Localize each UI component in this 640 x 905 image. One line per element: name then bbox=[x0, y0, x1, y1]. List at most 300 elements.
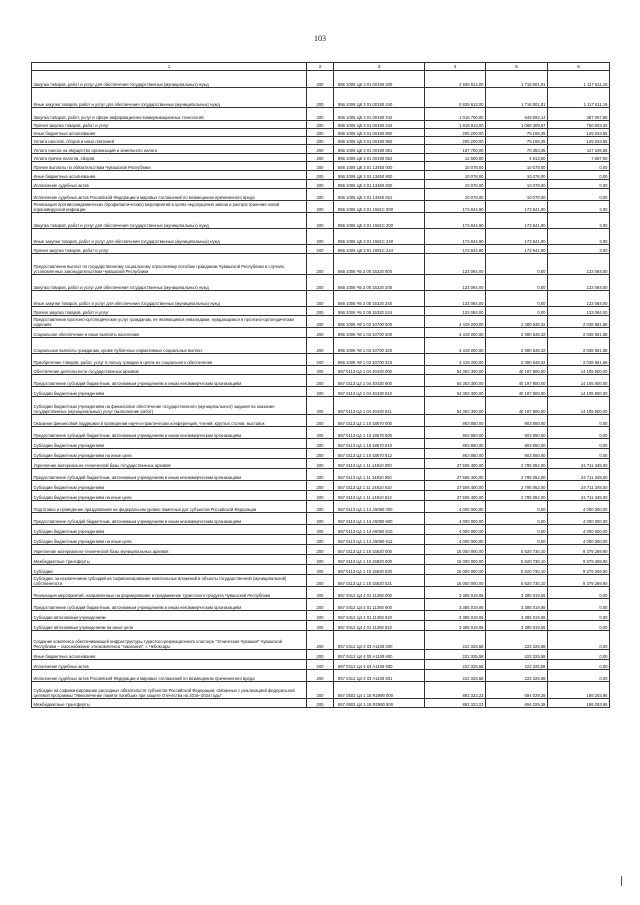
column-number: 4 bbox=[425, 63, 486, 71]
row-executed-amount: 903 850,00 bbox=[486, 439, 548, 449]
row-approved-amount: 4 000 000,00 bbox=[425, 525, 486, 535]
row-approved-amount: 222 325,58 bbox=[425, 631, 486, 650]
row-unexecuted-amount: 0,00 bbox=[548, 611, 610, 621]
row-approved-amount: 3 385 019,06 bbox=[425, 621, 486, 631]
row-executed-amount: 0,00 bbox=[486, 513, 548, 525]
row-line-code: 200 bbox=[307, 213, 334, 229]
row-name: Прочая закупка товаров, работ и услуг bbox=[32, 245, 307, 254]
row-approved-amount: 4 419 200,00 bbox=[425, 354, 486, 366]
row-line-code: 200 bbox=[307, 660, 334, 670]
table-row bbox=[32, 71, 610, 88]
row-executed-amount: 0,00 bbox=[486, 535, 548, 545]
table-row bbox=[32, 491, 610, 501]
row-approved-amount: 10 078,00 bbox=[425, 171, 486, 180]
row-line-code: 200 bbox=[307, 275, 334, 291]
row-line-code: 200 bbox=[307, 565, 334, 575]
row-budget-code: 857 0113 Ц4 1 11 14810 612 bbox=[334, 491, 425, 501]
row-name: Субсидии на софинансирование расходных обязательств субъектов Российской Федерации, связанных с реализацией федеральной целевой программы "Увековечение памяти погибших при защите Отечества на 2019–2024 годы" bbox=[32, 682, 307, 699]
row-executed-amount: 5 620 730,10 bbox=[486, 575, 548, 587]
row-line-code: 200 bbox=[307, 682, 334, 699]
row-line-code: 200 bbox=[307, 535, 334, 545]
row-unexecuted-amount: 3,00 bbox=[548, 229, 610, 245]
row-name: Субсидии бюджетным учреждениям на иные цели bbox=[32, 535, 307, 545]
page-number: 103 bbox=[314, 34, 326, 43]
row-executed-amount: 694 029,28 bbox=[486, 682, 548, 699]
row-line-code: 200 bbox=[307, 338, 334, 354]
row-approved-amount: 3 385 019,06 bbox=[425, 599, 486, 611]
row-line-code: 200 bbox=[307, 366, 334, 375]
row-budget-code: 857 0113 Ц4 1 10 18570 612 bbox=[334, 449, 425, 459]
row-approved-amount: 173 844,90 bbox=[425, 213, 486, 229]
column-number: 3 bbox=[334, 63, 425, 71]
row-name: Исполнение судебных актов Российской Федерации и мировых соглашений по возмещению причиненного вреда bbox=[32, 670, 307, 682]
row-line-code: 200 bbox=[307, 459, 334, 469]
row-budget-code: 857 0113 Ц4 1 14 А5090 000 bbox=[334, 501, 425, 513]
row-budget-code: 856 1006 Ц6 3 01 00190 852 bbox=[334, 154, 425, 162]
table-row bbox=[32, 154, 610, 162]
row-budget-code: 857 0113 Ц4 1 11 14810 600 bbox=[334, 469, 425, 481]
table-row bbox=[32, 375, 610, 387]
row-line-code: 200 bbox=[307, 415, 334, 427]
row-name: Прочие выплаты по обязательствам Чувашской Республики bbox=[32, 162, 307, 171]
table-row bbox=[32, 427, 610, 439]
row-budget-code: 856 1006 Ч8 1 03 10700 000 bbox=[334, 316, 425, 328]
table-row bbox=[32, 338, 610, 354]
row-approved-amount: 54 303 300,00 bbox=[425, 375, 486, 387]
row-unexecuted-amount: 1 117 611,19 bbox=[548, 71, 610, 88]
row-line-code: 200 bbox=[307, 291, 334, 307]
row-budget-code: 856 1006 Ц6 3 01 13450 000 bbox=[334, 162, 425, 171]
row-executed-amount: 70 353,35 bbox=[486, 145, 548, 154]
row-executed-amount: 75 166,35 bbox=[486, 137, 548, 145]
table-row bbox=[32, 307, 610, 316]
row-name: Межбюджетные трансферты bbox=[32, 555, 307, 565]
table-row bbox=[32, 439, 610, 449]
row-line-code: 200 bbox=[307, 108, 334, 121]
row-approved-amount: 173 844,90 bbox=[425, 201, 486, 213]
table-row bbox=[32, 555, 610, 565]
row-budget-code: 856 1006 Ц6 3 01 1591С 244 bbox=[334, 245, 425, 254]
row-unexecuted-amount: 0,00 bbox=[548, 599, 610, 611]
table-row bbox=[32, 180, 610, 189]
row-line-code: 200 bbox=[307, 307, 334, 316]
row-executed-amount: 903 850,00 bbox=[486, 415, 548, 427]
row-line-code: 200 bbox=[307, 328, 334, 338]
row-budget-code: 856 1006 Ц6 3 01 00190 850 bbox=[334, 137, 425, 145]
row-executed-amount: 0,00 bbox=[486, 275, 548, 291]
row-unexecuted-amount: 0,00 bbox=[548, 162, 610, 171]
row-unexecuted-amount: 24 711 348,00 bbox=[548, 481, 610, 491]
row-executed-amount: 5 620 730,10 bbox=[486, 545, 548, 555]
row-executed-amount: 5 620 730,10 bbox=[486, 555, 548, 565]
row-approved-amount: 2 835 613,00 bbox=[425, 71, 486, 88]
row-budget-code: 857 0412 Ц4 4 01 11360 600 bbox=[334, 599, 425, 611]
table-row bbox=[32, 525, 610, 535]
table-row bbox=[32, 137, 610, 145]
row-line-code: 200 bbox=[307, 555, 334, 565]
table-row bbox=[32, 481, 610, 491]
row-budget-code: 856 1006 Ч5 2 05 15320 000 bbox=[334, 254, 425, 275]
row-approved-amount: 27 506 400,00 bbox=[425, 491, 486, 501]
row-budget-code: 857 0113 Ц4 1 11 14810 000 bbox=[334, 459, 425, 469]
row-approved-amount: 133 084,00 bbox=[425, 307, 486, 316]
row-executed-amount: 40 197 800,00 bbox=[486, 375, 548, 387]
row-line-code: 200 bbox=[307, 121, 334, 129]
table-row bbox=[32, 501, 610, 513]
row-line-code: 200 bbox=[307, 201, 334, 213]
row-executed-amount: 173 841,90 bbox=[486, 213, 548, 229]
row-executed-amount: 10 078,00 bbox=[486, 189, 548, 201]
row-name: Социальное обеспечение и иные выплаты населению bbox=[32, 328, 307, 338]
row-approved-amount: 4 419 200,00 bbox=[425, 328, 486, 338]
row-line-code: 200 bbox=[307, 145, 334, 154]
row-budget-code: 856 1006 Ч5 2 05 15320 240 bbox=[334, 291, 425, 307]
row-unexecuted-amount: 14 105 500,00 bbox=[548, 375, 610, 387]
row-name: Субсидии автономным учреждениям bbox=[32, 611, 307, 621]
row-name: Предоставление субсидий бюджетным, автономным учреждениям и иным некоммерческим организациям bbox=[32, 375, 307, 387]
row-line-code: 200 bbox=[307, 427, 334, 439]
row-line-code: 200 bbox=[307, 670, 334, 682]
row-executed-amount: 2 380 548,32 bbox=[486, 316, 548, 328]
row-approved-amount: 10 078,00 bbox=[425, 162, 486, 171]
row-approved-amount: 222 325,58 bbox=[425, 650, 486, 660]
row-budget-code: 856 1006 Ц6 3 01 00190 800 bbox=[334, 129, 425, 137]
table-row bbox=[32, 449, 610, 459]
row-approved-amount: 15 000 000,00 bbox=[425, 555, 486, 565]
row-budget-code: 856 1006 Ч8 1 03 10700 320 bbox=[334, 338, 425, 354]
row-name: Закупка товаров, работ и услуг для обеспечения государственных (муниципальных) нужд bbox=[32, 275, 307, 291]
row-line-code: 200 bbox=[307, 699, 334, 708]
row-name: Субсидии бюджетным учреждениям bbox=[32, 387, 307, 397]
row-executed-amount: 10 078,00 bbox=[486, 171, 548, 180]
row-name: Исполнение судебных актов Российской Федерации и мировых соглашений по возмещению причиненного вреда bbox=[32, 189, 307, 201]
row-executed-amount: 0,00 bbox=[486, 254, 548, 275]
row-unexecuted-amount: 2 038 651,68 bbox=[548, 328, 610, 338]
row-budget-code: 856 1006 Ц6 3 01 00190 242 bbox=[334, 108, 425, 121]
table-row bbox=[32, 699, 610, 708]
row-approved-amount: 54 303 300,00 bbox=[425, 397, 486, 415]
row-unexecuted-amount: 4 000 000,00 bbox=[548, 513, 610, 525]
row-unexecuted-amount: 0,00 bbox=[548, 427, 610, 439]
row-executed-amount: 3 385 019,06 bbox=[486, 611, 548, 621]
row-line-code: 200 bbox=[307, 631, 334, 650]
row-budget-code: 857 0113 Ц4 1 15 15820 520 bbox=[334, 565, 425, 575]
row-budget-code: 857 0113 Ц4 1 10 18570 610 bbox=[334, 439, 425, 449]
row-name: Исполнение судебных актов bbox=[32, 660, 307, 670]
row-unexecuted-amount: 0,00 bbox=[548, 650, 610, 660]
row-budget-code: 856 1006 Ц6 3 01 13450 800 bbox=[334, 171, 425, 180]
row-name: Субсидии бюджетным учреждениям bbox=[32, 439, 307, 449]
row-unexecuted-amount: 24 711 348,00 bbox=[548, 469, 610, 481]
row-executed-amount: 649 692,14 bbox=[486, 108, 548, 121]
row-line-code: 200 bbox=[307, 137, 334, 145]
row-executed-amount: 5 620 730,10 bbox=[486, 565, 548, 575]
row-name: Закупка товаров, работ, услуг в сфере информационно-коммуникационных технологий bbox=[32, 108, 307, 121]
table-row bbox=[32, 145, 610, 154]
row-unexecuted-amount: 9 379 269,90 bbox=[548, 555, 610, 565]
row-budget-code: 857 0113 Ц4 1 04 40430 600 bbox=[334, 375, 425, 387]
row-unexecuted-amount: 117 346,65 bbox=[548, 145, 610, 154]
row-unexecuted-amount: 198 293,95 bbox=[548, 682, 610, 699]
row-approved-amount: 3 385 019,06 bbox=[425, 611, 486, 621]
row-executed-amount: 2 795 052,00 bbox=[486, 469, 548, 481]
row-line-code: 200 bbox=[307, 439, 334, 449]
row-budget-code: 856 1006 Ц6 3 01 00190 200 bbox=[334, 71, 425, 88]
row-unexecuted-amount: 14 105 500,00 bbox=[548, 397, 610, 415]
row-executed-amount: 4 813,00 bbox=[486, 154, 548, 162]
row-executed-amount: 40 197 800,00 bbox=[486, 366, 548, 375]
row-executed-amount: 10 078,00 bbox=[486, 180, 548, 189]
row-approved-amount: 4 419 200,00 bbox=[425, 338, 486, 354]
row-budget-code: 857 0113 Ц4 1 14 А5090 600 bbox=[334, 513, 425, 525]
row-line-code: 200 bbox=[307, 129, 334, 137]
row-name: Приобретение товаров, работ, услуг в пользу граждан в целях их социального обеспечения bbox=[32, 354, 307, 366]
row-approved-amount: 173 844,90 bbox=[425, 229, 486, 245]
row-unexecuted-amount: 367 007,86 bbox=[548, 108, 610, 121]
table-row bbox=[32, 189, 610, 201]
row-unexecuted-amount: 3,00 bbox=[548, 201, 610, 213]
table-row bbox=[32, 545, 610, 555]
row-line-code: 200 bbox=[307, 481, 334, 491]
row-line-code: 200 bbox=[307, 245, 334, 254]
row-unexecuted-amount: 9 379 269,90 bbox=[548, 545, 610, 555]
column-number: 5 bbox=[486, 63, 548, 71]
row-unexecuted-amount: 9 379 269,90 bbox=[548, 565, 610, 575]
row-unexecuted-amount: 125 033,65 bbox=[548, 137, 610, 145]
row-executed-amount: 3 385 019,06 bbox=[486, 599, 548, 611]
row-budget-code: 856 1006 Ц6 3 01 13450 830 bbox=[334, 180, 425, 189]
row-executed-amount: 1 718 001,81 bbox=[486, 88, 548, 108]
row-line-code: 200 bbox=[307, 387, 334, 397]
row-name: Закупка товаров, работ и услуг для обеспечения государственных (муниципальных) нужд bbox=[32, 71, 307, 88]
row-unexecuted-amount: 4 000 000,00 bbox=[548, 501, 610, 513]
row-budget-code: 857 0113 Ц4 1 10 18570 000 bbox=[334, 415, 425, 427]
row-approved-amount: 4 000 000,00 bbox=[425, 535, 486, 545]
row-approved-amount: 54 303 300,00 bbox=[425, 387, 486, 397]
table-row bbox=[32, 201, 610, 213]
table-row bbox=[32, 415, 610, 427]
row-line-code: 200 bbox=[307, 449, 334, 459]
row-executed-amount: 2 795 052,00 bbox=[486, 459, 548, 469]
table-row bbox=[32, 88, 610, 108]
row-budget-code: 856 1006 Ч8 1 03 10700 300 bbox=[334, 328, 425, 338]
row-executed-amount: 1 068 309,67 bbox=[486, 121, 548, 129]
row-executed-amount: 903 850,00 bbox=[486, 427, 548, 439]
row-budget-code: 856 1006 Ц6 3 01 13450 831 bbox=[334, 189, 425, 201]
table-row bbox=[32, 121, 610, 129]
row-budget-code: 856 1006 Ц6 3 01 1591С 240 bbox=[334, 229, 425, 245]
row-line-code: 200 bbox=[307, 587, 334, 599]
row-unexecuted-amount: 1 117 611,19 bbox=[548, 88, 610, 108]
row-unexecuted-amount: 2 038 651,68 bbox=[548, 316, 610, 328]
row-unexecuted-amount: 0,00 bbox=[548, 439, 610, 449]
row-approved-amount: 187 700,00 bbox=[425, 145, 486, 154]
row-line-code: 200 bbox=[307, 525, 334, 535]
table-row bbox=[32, 291, 610, 307]
row-name: Обеспечение деятельности государственных архивов bbox=[32, 366, 307, 375]
row-budget-code: 857 0503 Ц4 1 15 R2990 000 bbox=[334, 682, 425, 699]
row-budget-code: 857 0113 Ц4 1 14 А5090 612 bbox=[334, 535, 425, 545]
row-line-code: 200 bbox=[307, 650, 334, 660]
row-line-code: 200 bbox=[307, 575, 334, 587]
table-row bbox=[32, 670, 610, 682]
row-executed-amount: 2 795 052,00 bbox=[486, 481, 548, 491]
row-unexecuted-amount: 3,00 bbox=[548, 245, 610, 254]
row-approved-amount: 133 084,00 bbox=[425, 275, 486, 291]
table-row bbox=[32, 575, 610, 587]
row-approved-amount: 4 000 000,00 bbox=[425, 501, 486, 513]
row-unexecuted-amount: 133 084,00 bbox=[548, 275, 610, 291]
row-unexecuted-amount: 133 084,00 bbox=[548, 291, 610, 307]
column-number: 2 bbox=[307, 63, 334, 71]
row-name: Уплата налога на имущество организаций и земельного налога bbox=[32, 145, 307, 154]
row-unexecuted-amount: 0,00 bbox=[548, 415, 610, 427]
row-approved-amount: 892 323,23 bbox=[425, 682, 486, 699]
row-approved-amount: 903 850,00 bbox=[425, 449, 486, 459]
row-name: Предоставление субсидий бюджетным, автономным учреждениям и иным некоммерческим организациям bbox=[32, 469, 307, 481]
row-unexecuted-amount: 4 000 000,00 bbox=[548, 525, 610, 535]
table-row bbox=[32, 387, 610, 397]
table-row bbox=[32, 469, 610, 481]
row-unexecuted-amount: 2 038 651,68 bbox=[548, 354, 610, 366]
row-name: Субсидии бюджетным учреждениям bbox=[32, 481, 307, 491]
row-executed-amount: 0,00 bbox=[486, 291, 548, 307]
row-budget-code: 857 0503 Ц4 1 15 R2990 500 bbox=[334, 699, 425, 708]
row-line-code: 200 bbox=[307, 254, 334, 275]
row-line-code: 200 bbox=[307, 88, 334, 108]
row-name: Предоставление протезно-ортопедических услуг гражданам, не являющимся инвалидами, нуждающимся в протезно-ортопедических изделиях bbox=[32, 316, 307, 328]
row-budget-code: 857 0113 Ц4 1 14 А5090 610 bbox=[334, 525, 425, 535]
row-budget-code: 856 1006 Ч8 1 03 10700 323 bbox=[334, 354, 425, 366]
row-line-code: 200 bbox=[307, 501, 334, 513]
column-number-row bbox=[32, 63, 610, 71]
table-row bbox=[32, 565, 610, 575]
row-budget-code: 856 1006 Ц6 3 01 00190 244 bbox=[334, 121, 425, 129]
row-approved-amount: 200 200,00 bbox=[425, 137, 486, 145]
scan-artifact bbox=[621, 876, 622, 886]
row-executed-amount: 2 380 548,32 bbox=[486, 354, 548, 366]
row-executed-amount: 2 380 548,32 bbox=[486, 338, 548, 354]
row-name: Реализация противоэпидемических (профилактических) мероприятий в целях недопущения завоза и распространения новой коронавирусной инфекции bbox=[32, 201, 307, 213]
row-approved-amount: 27 506 400,00 bbox=[425, 459, 486, 469]
row-approved-amount: 15 000 000,00 bbox=[425, 545, 486, 555]
row-name: Субсидии бюджетным учреждениям на иные цели bbox=[32, 491, 307, 501]
row-executed-amount: 222 325,58 bbox=[486, 660, 548, 670]
table-row bbox=[32, 599, 610, 611]
row-unexecuted-amount: 24 711 348,00 bbox=[548, 459, 610, 469]
table-row bbox=[32, 682, 610, 699]
row-budget-code: 857 0412 Ц4 4 01 11360 620 bbox=[334, 611, 425, 621]
row-executed-amount: 222 325,58 bbox=[486, 670, 548, 682]
table-row bbox=[32, 171, 610, 180]
column-number: 1 bbox=[32, 63, 307, 71]
row-budget-code: 857 0113 Ц4 1 15 15820 000 bbox=[334, 545, 425, 555]
row-unexecuted-amount: 750 603,33 bbox=[548, 121, 610, 129]
row-unexecuted-amount: 0,00 bbox=[548, 670, 610, 682]
table-row bbox=[32, 213, 610, 229]
row-name: Иные закупки товаров, работ и услуг для обеспечения государственных (муниципальных) нужд bbox=[32, 229, 307, 245]
row-approved-amount: 10 078,00 bbox=[425, 180, 486, 189]
row-line-code: 200 bbox=[307, 71, 334, 88]
row-name: Социальные выплаты гражданам, кроме публичных нормативных социальных выплат bbox=[32, 338, 307, 354]
table-row bbox=[32, 316, 610, 328]
row-line-code: 200 bbox=[307, 154, 334, 162]
table-row bbox=[32, 459, 610, 469]
table-row bbox=[32, 328, 610, 338]
row-unexecuted-amount: 0,00 bbox=[548, 449, 610, 459]
row-budget-code: 857 0113 Ц4 1 04 40430 000 bbox=[334, 366, 425, 375]
row-name: Предоставление выплат по государственному социальному отраслевому пособию гражданам Чувашской Республики в случаях, установленных законодательством Чувашской Республики bbox=[32, 254, 307, 275]
row-name: Субсидии bbox=[32, 565, 307, 575]
row-unexecuted-amount: 7 687,00 bbox=[548, 154, 610, 162]
row-budget-code: 857 0113 Ц4 1 15 15820 521 bbox=[334, 575, 425, 587]
table-row bbox=[32, 229, 610, 245]
row-budget-code: 857 0412 Ц4 4 03 А1109 831 bbox=[334, 670, 425, 682]
row-line-code: 200 bbox=[307, 545, 334, 555]
row-approved-amount: 2 835 613,00 bbox=[425, 88, 486, 108]
row-approved-amount: 200 200,00 bbox=[425, 129, 486, 137]
row-budget-code: 857 0412 Ц4 4 01 11360 622 bbox=[334, 621, 425, 631]
table-row bbox=[32, 275, 610, 291]
row-name: Иные закупки товаров, работ и услуг для обеспечения государственных (муниципальных) нужд bbox=[32, 291, 307, 307]
row-unexecuted-amount: 4 000 000,00 bbox=[548, 535, 610, 545]
row-budget-code: 857 0113 Ц4 1 10 18570 600 bbox=[334, 427, 425, 439]
row-executed-amount: 75 166,35 bbox=[486, 129, 548, 137]
row-name: Уплата прочих налогов, сборов bbox=[32, 154, 307, 162]
row-executed-amount: 222 325,58 bbox=[486, 650, 548, 660]
row-approved-amount: 4 000 000,00 bbox=[425, 513, 486, 525]
row-unexecuted-amount: 0,00 bbox=[548, 660, 610, 670]
row-approved-amount: 903 850,00 bbox=[425, 415, 486, 427]
row-line-code: 200 bbox=[307, 171, 334, 180]
row-name: Закупка товаров, работ и услуг для обеспечения государственных (муниципальных) нужд bbox=[32, 213, 307, 229]
table-row bbox=[32, 129, 610, 137]
row-executed-amount: 2 380 548,32 bbox=[486, 328, 548, 338]
row-line-code: 200 bbox=[307, 469, 334, 481]
row-line-code: 200 bbox=[307, 229, 334, 245]
row-approved-amount: 15 000 000,00 bbox=[425, 575, 486, 587]
row-budget-code: 856 1006 Ц6 3 01 1591С 000 bbox=[334, 201, 425, 213]
table-row bbox=[32, 397, 610, 415]
row-unexecuted-amount: 3,00 bbox=[548, 213, 610, 229]
row-approved-amount: 173 844,90 bbox=[425, 245, 486, 254]
row-unexecuted-amount: 0,00 bbox=[548, 180, 610, 189]
table-row bbox=[32, 162, 610, 171]
table-row bbox=[32, 366, 610, 375]
row-name: Уплата налогов, сборов и иных платежей bbox=[32, 137, 307, 145]
row-name: Предоставление субсидий бюджетным, автономным учреждениям и иным некоммерческим организациям bbox=[32, 599, 307, 611]
row-line-code: 200 bbox=[307, 316, 334, 328]
row-executed-amount: 694 029,28 bbox=[486, 699, 548, 708]
row-name: Иные закупки товаров, работ и услуг для обеспечения государственных (муниципальных) нужд bbox=[32, 88, 307, 108]
row-unexecuted-amount: 0,00 bbox=[548, 189, 610, 201]
row-approved-amount: 133 084,00 bbox=[425, 291, 486, 307]
row-approved-amount: 1 818 913,00 bbox=[425, 121, 486, 129]
row-unexecuted-amount: 9 379 269,90 bbox=[548, 575, 610, 587]
row-budget-code: 857 0412 Ц4 4 01 11360 000 bbox=[334, 587, 425, 599]
row-line-code: 200 bbox=[307, 611, 334, 621]
column-number: 6 bbox=[548, 63, 610, 71]
row-executed-amount: 0,00 bbox=[486, 525, 548, 535]
row-executed-amount: 173 841,90 bbox=[486, 229, 548, 245]
row-executed-amount: 0,00 bbox=[486, 307, 548, 316]
row-name: Исполнение судебных актов bbox=[32, 180, 307, 189]
row-approved-amount: 54 303 300,00 bbox=[425, 366, 486, 375]
row-name: Оказание финансовой поддержки в проведении научно-практических конференций, чтений, круглых столов, выставок bbox=[32, 415, 307, 427]
budget-execution-table bbox=[31, 62, 610, 708]
row-approved-amount: 903 850,00 bbox=[425, 439, 486, 449]
row-budget-code: 857 0412 Ц4 4 03 А1109 830 bbox=[334, 660, 425, 670]
